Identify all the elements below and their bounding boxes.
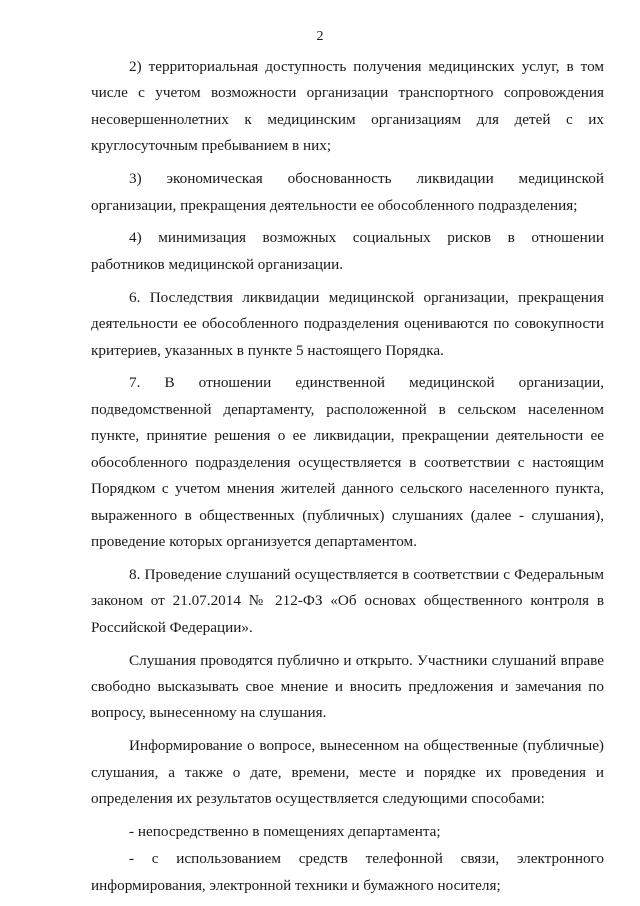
paragraph-item-6: 6. Последствия ликвидации медицинской организации, прекращения деятельности ее обособленного подразделения оцениваются по совокупности критериев, указанных в пункте 5 настоящего Порядка. (91, 288, 604, 359)
list-item-telephone-electronic: - с использованием средств телефонной связи, электронного информирования, электронной техники и бумажного носителя; (91, 850, 604, 894)
paragraph-item-7: 7. В отношении единственной медицинской организации, подведомственной департаменту, расположенной в сельском населенном пункте, принятие решения о ее ликвидации, прекращении деятельности ее обособленного подразделения осуществляется в соответствии с настоящим Порядком с учетом мнения жителей данного сельского населенного пункта, выраженного в общественных (публичных) слушаниях (далее - слушания), проведение которых организуется департаментом. (91, 374, 604, 550)
page-number: 2 (316, 29, 324, 44)
paragraph-hearings-public: Слушания проводятся публично и открыто. Участники слушаний вправе свободно высказывать свое мнение и вносить предложения и замечания по вопросу, вынесенному на слушания. (91, 651, 604, 722)
paragraph-criterion-3: 3) экономическая обоснованность ликвидации медицинской организации, прекращения деятельности ее обособленного подразделения; (91, 170, 604, 214)
paragraph-item-8: 8. Проведение слушаний осуществляется в соответствии с Федеральным законом от 21.07.2014 № 212-ФЗ «Об основах общественного контроля в Российской Федерации». (91, 565, 604, 636)
document-body (91, 54, 604, 906)
paragraph-criterion-4: 4) минимизация возможных социальных рисков в отношении работников медицинской организации. (91, 229, 604, 273)
paragraph-criterion-2: 2) территориальная доступность получения медицинских услуг, в том числе с учетом возможности организации транспортного сопровождения несовершеннолетних к медицинским организациям для детей с их круглосуточным пребыванием в них; (91, 58, 604, 155)
paragraph-informing-methods: Информирование о вопросе, вынесенном на общественные (публичные) слушания, а также о дате, времени, месте и порядке их проведения и определения их результатов осуществляется следующими способами: (91, 737, 604, 808)
list-item-department-premises: - непосредственно в помещениях департамента; (129, 822, 441, 840)
